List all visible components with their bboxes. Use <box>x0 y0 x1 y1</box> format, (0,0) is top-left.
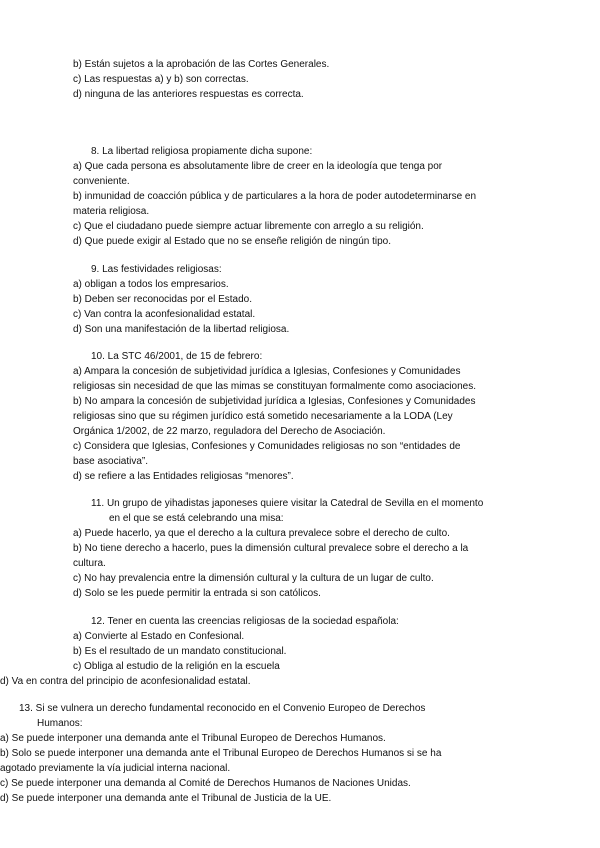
q13-option-c: c) Se puede interponer una demanda al Comité de Derechos Humanos de Naciones Unidas. <box>0 778 411 789</box>
q8-option-a-cont: conveniente. <box>73 176 130 187</box>
q9-stem: 9. Las festividades religiosas: <box>91 264 222 275</box>
q10-option-c: c) Considera que Iglesias, Confesiones y Comunidades religiosas no son “entidades de <box>73 441 461 452</box>
q11-option-d: d) Solo se les puede permitir la entrada si son católicos. <box>73 588 321 599</box>
q11-option-b-cont: cultura. <box>73 558 106 569</box>
q11-stem: 11. Un grupo de yihadistas japoneses quiere visitar la Catedral de Sevilla en el momento <box>91 498 484 509</box>
q11-option-b: b) No tiene derecho a hacerlo, pues la dimensión cultural prevalece sobre el derecho a la <box>73 543 469 554</box>
q10-option-c-cont: base asociativa”. <box>73 456 149 467</box>
q12-option-b: b) Es el resultado de un mandato constitucional. <box>73 646 287 657</box>
q8-stem: 8. La libertad religiosa propiamente dicha supone: <box>91 146 313 157</box>
q10-option-a-cont: religiosas sin necesidad de que las mimas se constituyan formalmente como asociaciones. <box>73 381 476 392</box>
q9-option-b: b) Deben ser reconocidas por el Estado. <box>73 294 252 305</box>
q11-stem-cont: en el que se está celebrando una misa: <box>109 513 284 524</box>
q12-option-c: c) Obliga al estudio de la religión en la escuela <box>73 661 280 672</box>
q8-option-b-cont: materia religiosa. <box>73 206 150 217</box>
q13-option-d: d) Se puede interponer una demanda ante el Tribunal de Justicia de la UE. <box>0 793 332 804</box>
q9-option-d: d) Son una manifestación de la libertad religiosa. <box>73 324 290 335</box>
q7-option-d: d) ninguna de las anteriores respuestas es correcta. <box>73 89 304 100</box>
q8-option-d: d) Que puede exigir al Estado que no se enseñe religión de ningún tipo. <box>73 236 392 247</box>
q7-option-c: c) Las respuestas a) y b) son correctas. <box>73 74 249 85</box>
q10-option-d: d) se refiere a las Entidades religiosas “menores”. <box>73 471 294 482</box>
q10-option-a: a) Ampara la concesión de subjetividad jurídica a Iglesias, Confesiones y Comunidades <box>73 366 461 377</box>
q7-option-b: b) Están sujetos a la aprobación de las Cortes Generales. <box>73 59 330 70</box>
q12-option-d: d) Va en contra del principio de aconfesionalidad estatal. <box>0 676 251 687</box>
q11-option-a: a) Puede hacerlo, ya que el derecho a la cultura prevalece sobre el derecho de culto. <box>73 528 450 539</box>
q10-stem: 10. La STC 46/2001, de 15 de febrero: <box>91 351 263 362</box>
q11-option-c: c) No hay prevalencia entre la dimensión cultural y la cultura de un lugar de culto. <box>73 573 434 584</box>
q13-stem-cont: Humanos: <box>37 718 83 729</box>
q8-option-c: c) Que el ciudadano puede siempre actuar libremente con arreglo a su religión. <box>73 221 424 232</box>
q10-option-b: b) No ampara la concesión de subjetividad jurídica a Iglesias, Confesiones y Comunidades <box>73 396 476 407</box>
q13-option-b: b) Solo se puede interponer una demanda ante el Tribunal Europeo de Derechos Humanos si se ha <box>0 748 442 759</box>
q9-option-a: a) obligan a todos los empresarios. <box>73 279 229 290</box>
q13-option-b-cont: agotado previamente la vía judicial interna nacional. <box>0 763 231 774</box>
q10-option-b-cont2: Orgánica 1/2002, de 22 marzo, reguladora del Derecho de Asociación. <box>73 426 386 437</box>
q12-option-a: a) Convierte al Estado en Confesional. <box>73 631 245 642</box>
q8-option-b: b) inmunidad de coacción pública y de particulares a la hora de poder autodeterminarse en <box>73 191 477 202</box>
q9-option-c: c) Van contra la aconfesionalidad estatal. <box>73 309 256 320</box>
q12-stem: 12. Tener en cuenta las creencias religiosas de la sociedad española: <box>91 616 399 627</box>
q13-stem: 13. Si se vulnera un derecho fundamental reconocido en el Convenio Europeo de Derechos <box>19 703 426 714</box>
q13-option-a: a) Se puede interponer una demanda ante el Tribunal Europeo de Derechos Humanos. <box>0 733 386 744</box>
q8-option-a: a) Que cada persona es absolutamente libre de creer en la ideología que tenga por <box>73 161 443 172</box>
q10-option-b-cont: religiosas sino que su régimen jurídico está sometido necesariamente a la LODA (Ley <box>73 411 453 422</box>
